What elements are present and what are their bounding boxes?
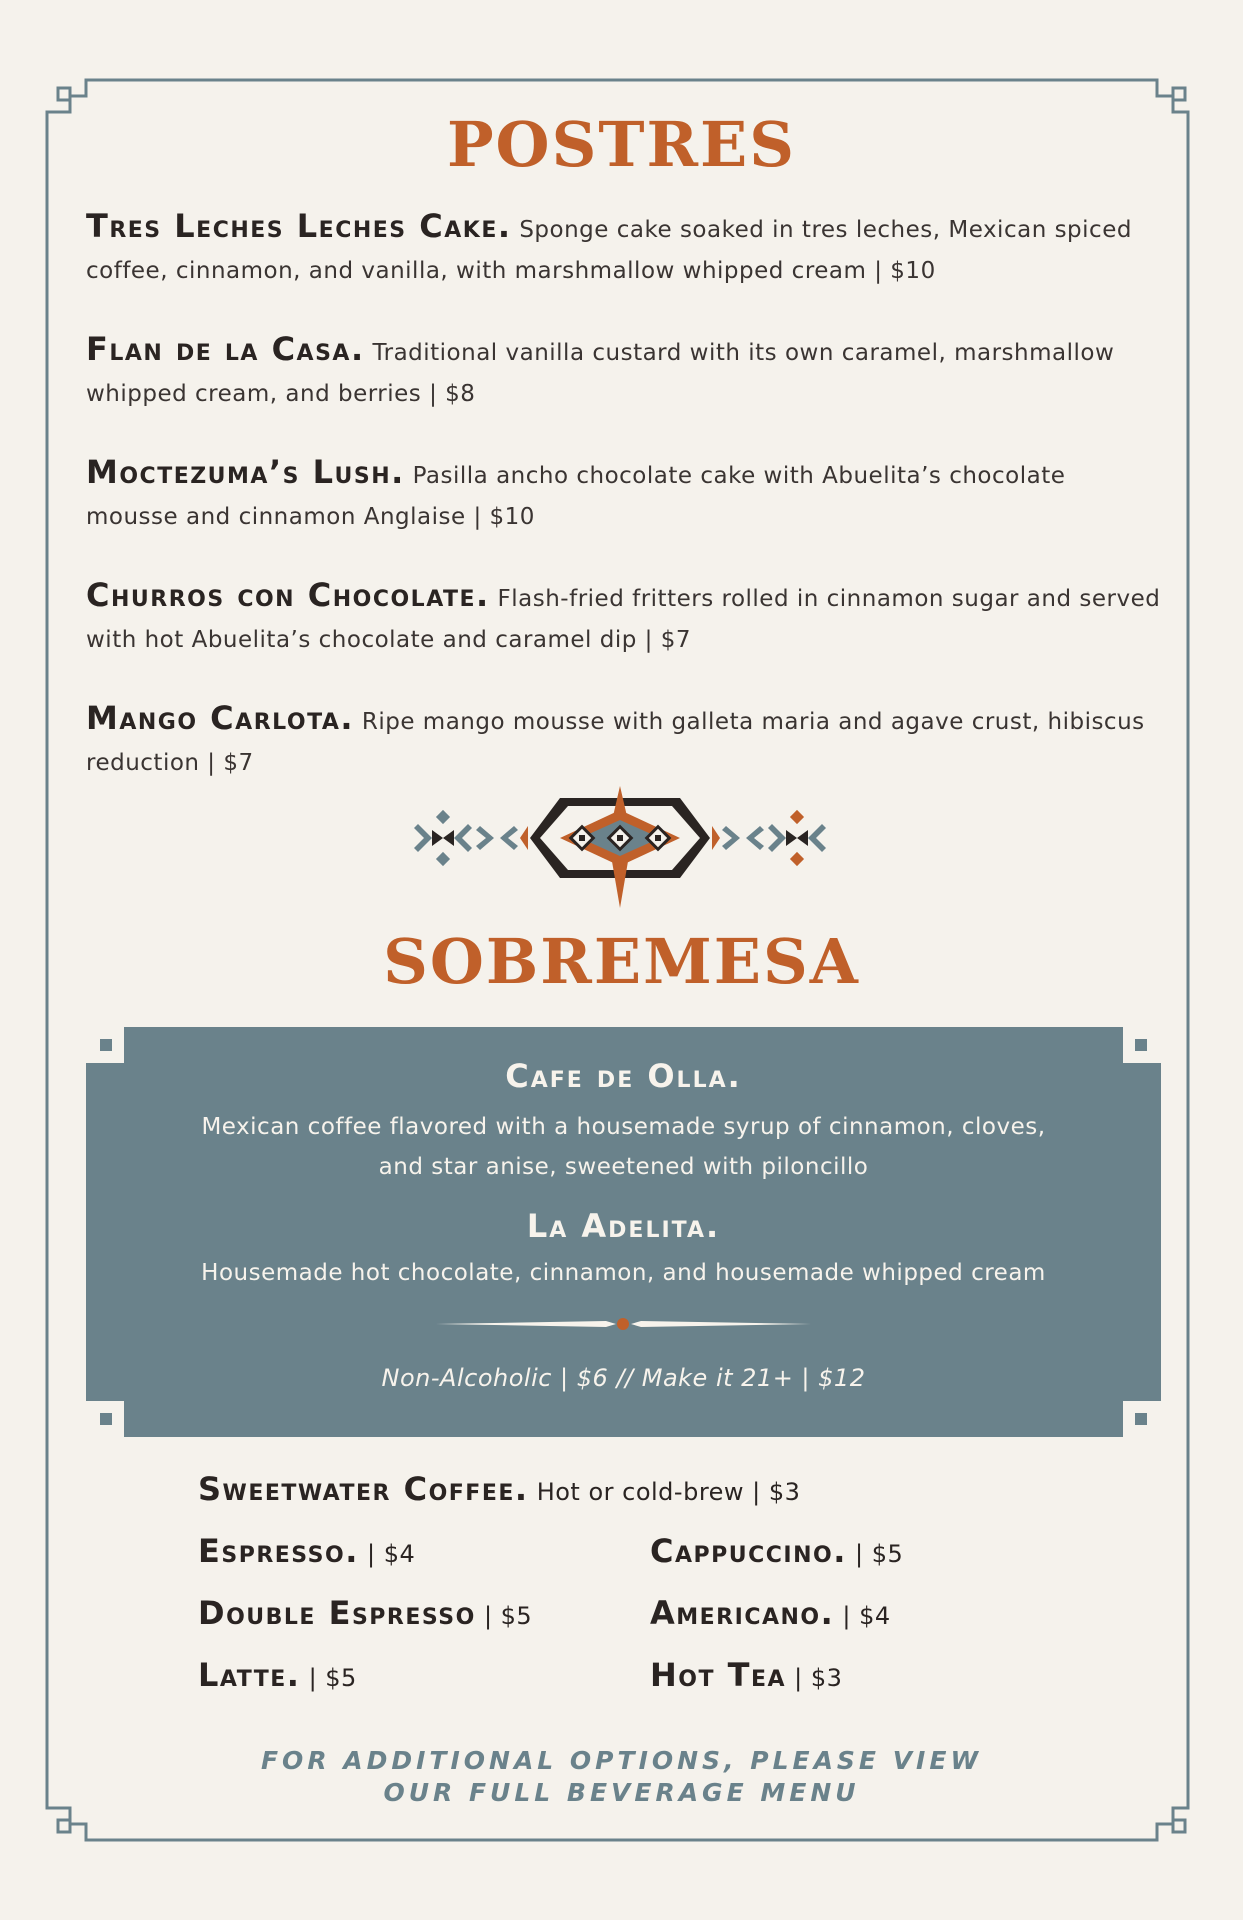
dish-description: Flash-fried fritters rolled in cinnamon sugar and served with hot Abuelita’s chocolate and caramel dip | $7 <box>86 586 1161 653</box>
aztec-ornament <box>410 786 830 908</box>
dish-name: Latte. <box>198 1656 301 1694</box>
dessert-list <box>86 206 1161 821</box>
menu-item <box>198 1532 415 1570</box>
box-corner-square <box>100 1039 112 1051</box>
drink-description: and star anise, sweetened with piloncillo <box>378 1154 869 1180</box>
dish-name: Tres Leches Leches Cake. <box>86 207 512 245</box>
dish-name: Double Espresso <box>198 1594 476 1632</box>
menu-item <box>86 575 1161 661</box>
sobremesa-featured-box <box>86 1027 1161 1437</box>
menu-item <box>198 1470 800 1508</box>
menu-item <box>86 698 1161 784</box>
menu-item <box>650 1656 842 1694</box>
menu-item <box>650 1594 891 1632</box>
dish-name: Flan de la Casa. <box>86 330 365 368</box>
dish-name: Mango Carlota. <box>86 699 355 737</box>
dish-name: Sweetwater Coffee. <box>198 1470 529 1508</box>
dish-name: Churros con Chocolate. <box>86 576 490 614</box>
box-corner-square <box>100 1413 112 1425</box>
box-corner-square <box>1135 1413 1147 1425</box>
menu-item <box>198 1594 532 1632</box>
menu-item <box>198 1656 357 1694</box>
dish-price: | $4 <box>367 1540 416 1568</box>
drink-name: Cafe de Olla. <box>505 1057 742 1095</box>
dish-price: | $5 <box>855 1540 904 1568</box>
menu-item <box>650 1532 903 1570</box>
dish-description: Sponge cake soaked in tres leches, Mexican spiced coffee, cinnamon, and vanilla, with marshmallow whipped cream | $10 <box>86 217 1132 284</box>
footer-line: FOR ADDITIONAL OPTIONS, PLEASE VIEW <box>260 1746 983 1775</box>
postres-title: POSTRES <box>446 108 797 181</box>
box-corner-square <box>1135 1039 1147 1051</box>
dish-price: | $5 <box>483 1602 533 1630</box>
dish-price: | $3 <box>794 1664 843 1692</box>
drink-name: La Adelita. <box>526 1207 721 1245</box>
ornamental-divider <box>436 1317 811 1331</box>
price-line: Non-Alcoholic | $6 // Make it 21+ | $12 <box>381 1364 866 1392</box>
drink-description: Mexican coffee flavored with a housemade syrup of cinnamon, cloves, <box>201 1114 1046 1140</box>
dish-detail: Hot or cold-brew | $3 <box>536 1478 801 1506</box>
dish-name: Moctezuma’s Lush. <box>86 453 405 491</box>
sobremesa-title: SOBREMESA <box>383 925 860 998</box>
dish-name: Hot Tea <box>650 1656 787 1694</box>
menu-item <box>86 329 1161 415</box>
footer-line: OUR FULL BEVERAGE MENU <box>383 1778 860 1807</box>
dish-name: Cappuccino. <box>650 1532 847 1570</box>
dish-name: Espresso. <box>198 1532 359 1570</box>
dish-price: | $4 <box>842 1602 891 1630</box>
dish-description: Ripe mango mousse with galleta maria and agave crust, hibiscus reduction | $7 <box>86 709 1145 776</box>
dish-description: Traditional vanilla custard with its own caramel, marshmallow whipped cream, and berries | $8 <box>86 340 1115 407</box>
dish-description: Pasilla ancho chocolate cake with Abuelita’s chocolate mousse and cinnamon Anglaise | $10 <box>86 463 1066 530</box>
dish-price: | $5 <box>308 1664 357 1692</box>
drink-description: Housemade hot chocolate, cinnamon, and housemade whipped cream <box>201 1260 1046 1286</box>
dish-name: Americano. <box>650 1594 835 1632</box>
footer-note <box>0 1745 1243 1809</box>
menu-item <box>86 452 1161 538</box>
menu-item <box>86 206 1161 292</box>
